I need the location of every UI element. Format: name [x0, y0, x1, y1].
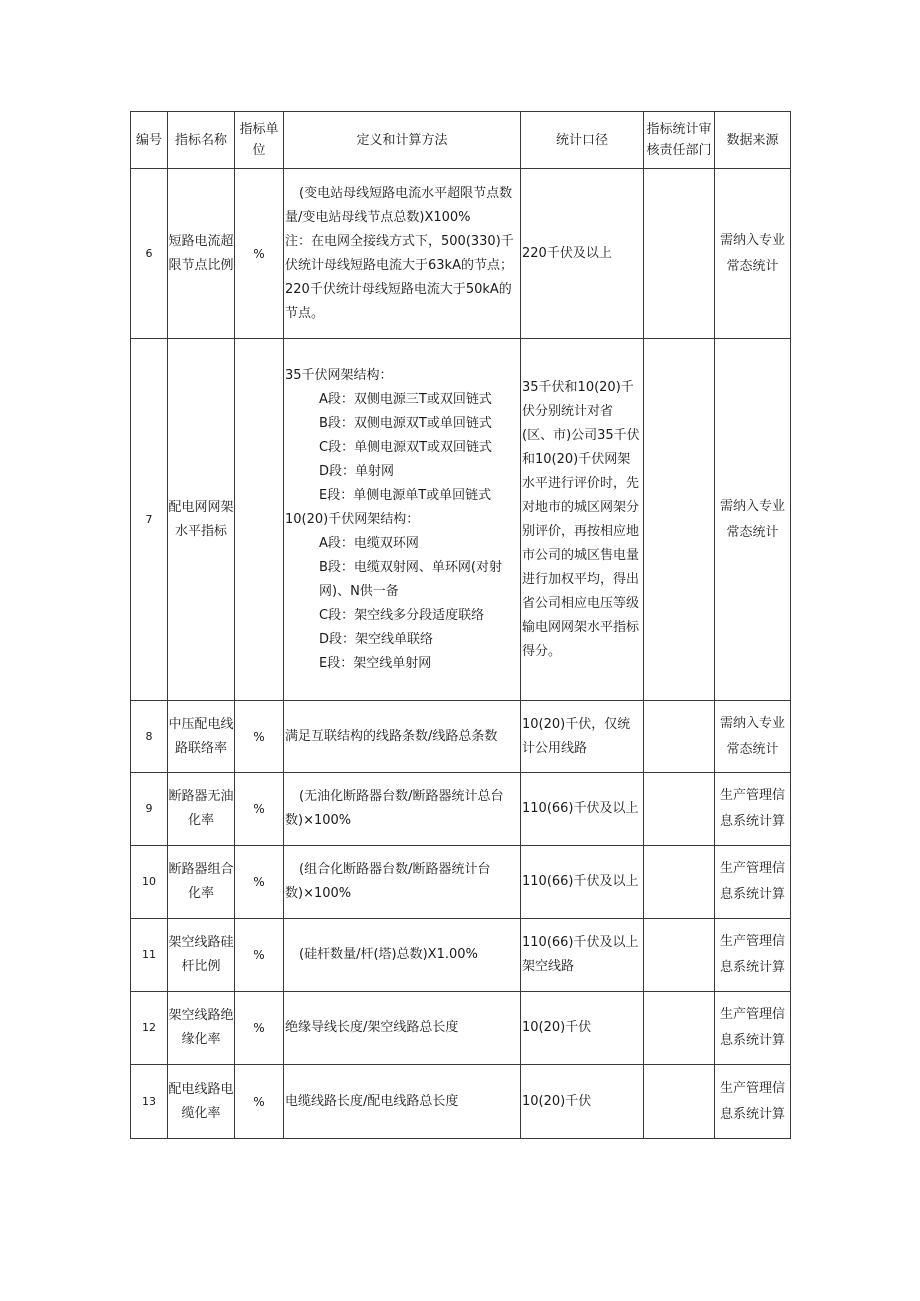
- row-num: 12: [131, 992, 168, 1065]
- row-source: 生产管理信息系统计算: [715, 846, 791, 919]
- def-line: E段：架空线单射网: [319, 655, 432, 671]
- row-source: 生产管理信息系统计算: [715, 919, 791, 992]
- row-scope: 10(20)千伏，仅统计公用线路: [521, 701, 644, 773]
- def-line: 注：在电网全接线方式下，500(330)千伏统计母线短路电流大于63kA的节点；220千伏统计母线短路电流大于50kA的节点。: [285, 233, 514, 321]
- def-line: B段：双侧电源双T或单回链式: [319, 415, 492, 431]
- row-def: [284, 1065, 521, 1139]
- row-unit: %: [235, 701, 284, 773]
- header-num: 编号: [131, 112, 168, 169]
- def-line: B段：电缆双射网、单环网(对射网)、N供一备: [319, 559, 502, 599]
- row-num: 11: [131, 919, 168, 992]
- row-scope: 110(66)千伏及以上: [521, 846, 644, 919]
- row-name: 断路器无油化率: [168, 773, 235, 846]
- row-source: 生产管理信息系统计算: [715, 773, 791, 846]
- def-line: 35千伏网架结构：: [285, 367, 393, 383]
- row-num: 7: [131, 339, 168, 701]
- row-def: [284, 169, 521, 339]
- row-dept: [644, 773, 715, 846]
- row-name: 断路器组合化率: [168, 846, 235, 919]
- row-dept: [644, 919, 715, 992]
- header-source: 数据来源: [715, 112, 791, 169]
- header-def: 定义和计算方法: [284, 112, 521, 169]
- table-row: [131, 773, 791, 846]
- row-unit: [235, 339, 284, 701]
- row-num: 8: [131, 701, 168, 773]
- def-line: (组合化断路器台数/断路器统计台数)×100%: [285, 862, 491, 901]
- row-def: [284, 339, 521, 701]
- row-def: [284, 992, 521, 1065]
- row-scope: 110(66)千伏及以上: [521, 773, 644, 846]
- row-unit: %: [235, 773, 284, 846]
- def-line: D段：架空线单联络: [319, 631, 434, 647]
- row-scope: 10(20)千伏: [521, 992, 644, 1065]
- def-line: A段：电缆双环网: [319, 535, 419, 551]
- row-unit: %: [235, 919, 284, 992]
- def-line: 电缆线路长度/配电线路总长度: [285, 1093, 459, 1109]
- row-def: [284, 846, 521, 919]
- table-row: [131, 701, 791, 773]
- def-line: (无油化断路器台数/断路器统计总台数)×100%: [285, 789, 504, 828]
- header-unit: 指标单位: [235, 112, 284, 169]
- def-line: (变电站母线短路电流水平超限节点数量/变电站母线节点总数)X100%: [285, 185, 513, 225]
- row-dept: [644, 992, 715, 1065]
- def-line: A段：双侧电源三T或双回链式: [319, 391, 492, 407]
- table-row: [131, 919, 791, 992]
- indicator-table: [130, 111, 791, 1139]
- table-row: [131, 169, 791, 339]
- def-line: 10(20)千伏网架结构：: [285, 511, 420, 527]
- row-dept: [644, 1065, 715, 1139]
- row-num: 6: [131, 169, 168, 339]
- row-scope: 110(66)千伏及以上架空线路: [521, 919, 644, 992]
- row-num: 9: [131, 773, 168, 846]
- table-row: [131, 992, 791, 1065]
- row-unit: %: [235, 169, 284, 339]
- header-scope: 统计口径: [521, 112, 644, 169]
- row-name: 中压配电线路联络率: [168, 701, 235, 773]
- row-def: [284, 701, 521, 773]
- row-def: [284, 773, 521, 846]
- header-row: [131, 112, 791, 169]
- row-source: 需纳入专业常态统计: [715, 169, 791, 339]
- row-num: 10: [131, 846, 168, 919]
- row-def: [284, 919, 521, 992]
- row-name: 架空线路绝缘化率: [168, 992, 235, 1065]
- def-line: E段：单侧电源单T或单回链式: [319, 487, 492, 503]
- header-dept: 指标统计审核责任部门: [644, 112, 715, 169]
- def-line: D段：单射网: [319, 463, 395, 479]
- row-source: 生产管理信息系统计算: [715, 1065, 791, 1139]
- table-row: [131, 846, 791, 919]
- row-name: 配电线路电缆化率: [168, 1065, 235, 1139]
- row-unit: %: [235, 992, 284, 1065]
- row-dept: [644, 701, 715, 773]
- def-line: 满足互联结构的线路条数/线路总条数: [285, 728, 498, 744]
- def-line: (硅杆数量/杆(塔)总数)X1.00%: [299, 947, 478, 962]
- row-unit: %: [235, 846, 284, 919]
- row-num: 13: [131, 1065, 168, 1139]
- table-row: [131, 1065, 791, 1139]
- row-scope: 35千伏和10(20)千伏分别统计对省(区、市)公司35千伏和10(20)千伏网架水平进行评价时，先对地市的城区网架分别评价，再按相应地市公司的城区售电量进行加权平均，得出省公司相应电压等级输电网网架水平指标得分。: [521, 339, 644, 701]
- row-dept: [644, 169, 715, 339]
- table-row: [131, 339, 791, 701]
- row-unit: %: [235, 1065, 284, 1139]
- def-line: C段：单侧电源双T或双回链式: [319, 439, 493, 455]
- row-name: 架空线路硅杆比例: [168, 919, 235, 992]
- row-scope: 220千伏及以上: [521, 169, 644, 339]
- def-line: C段：架空线多分段适度联络: [319, 607, 485, 623]
- row-name: 配电网网架水平指标: [168, 339, 235, 701]
- row-dept: [644, 339, 715, 701]
- row-dept: [644, 846, 715, 919]
- row-source: 生产管理信息系统计算: [715, 992, 791, 1065]
- row-name: 短路电流超限节点比例: [168, 169, 235, 339]
- row-source: 需纳入专业常态统计: [715, 339, 791, 701]
- header-name: 指标名称: [168, 112, 235, 169]
- row-source: 需纳入专业常态统计: [715, 701, 791, 773]
- def-line: 绝缘导线长度/架空线路总长度: [285, 1020, 459, 1035]
- row-scope: 10(20)千伏: [521, 1065, 644, 1139]
